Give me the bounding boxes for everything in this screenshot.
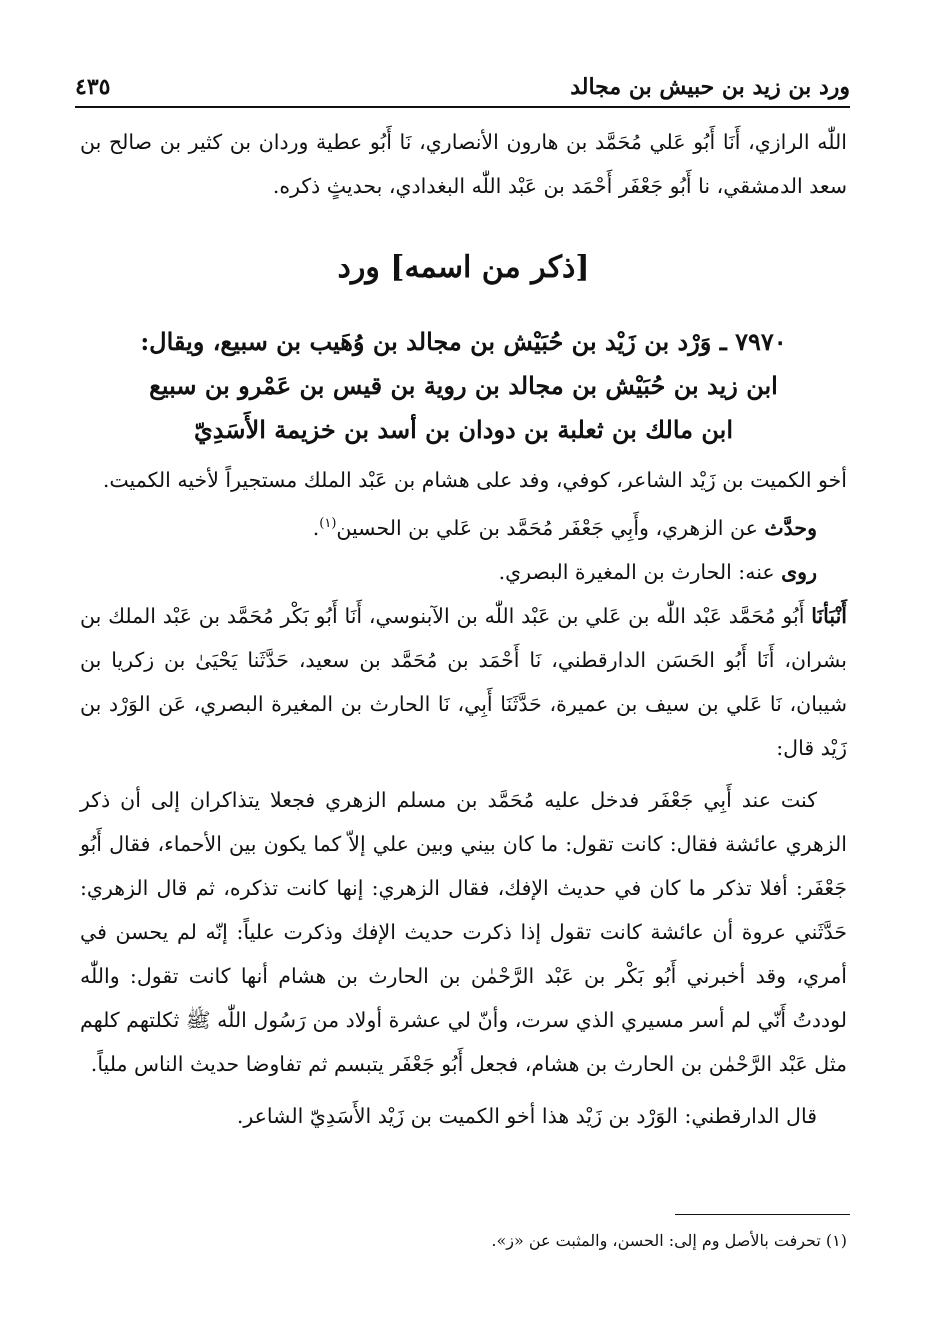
paragraph-narrated-lead: وحدَّث [764, 515, 817, 540]
paragraph-isnad-lead: أَنْبَأنَا [811, 603, 847, 628]
paragraph-narration: كنت عند أَبِي جَعْفَر فدخل عليه مُحَمَّد بن مسلم الزهري فجعلا يتذاكران إلى أن ذكر الزهري عائشة فقال: كانت تقول: ما كان بيني وبين علي إلاّ كما يكون بين الأحماء، فقال أَبُو جَعْفَر: أفلا تذكر ما كان في حديث الإفك، فقال الزهري: إنها كانت تذكره، ثم قال الزهري: حَدَّثَني عروة أن عائشة كانت تقول إذا ذكرت حديث الإفك وذكرت علياً: إنّه لم يحسن في أمري، وقد أخبرني أَبُو بَكْر بن عَبْد الرَّحْمٰن بن الحارث بن هشام أنها كانت تقول: واللّٰه لوددتُ أَنّي لم أسر مسيري الذي سرت، وأنّ لي عشرة أولاد من رَسُول اللّٰه ﷺ ثكلتهم كلهم مثل عَبْد الرَّحْمٰن بن الحارث بن هشام، فجعل أَبُو جَعْفَر يتبسم ثم تفاوضا حديث الناس ملياً. [80, 787, 847, 1076]
paragraph-isnad [80, 594, 847, 770]
entry-heading-line-2: ابن زيد بن حُبَيْش بن مجالد بن روية بن قيس بن عَمْرو بن سبيع [149, 371, 778, 400]
page-header [75, 60, 850, 100]
paragraph-narrated-text: عن الزهري، وأَبِي جَعْفَر مُحَمَّد بن عَلي بن الحسين [336, 515, 765, 540]
entry-heading-line-3: ابن مالك بن ثعلبة بن دودان بن أسد بن خزيمة الأَسَدِيّ [194, 415, 733, 444]
paragraph-description: أخو الكميت بن زَيْد الشاعر، كوفي، وفد على هشام بن عَبْد الملك مستجيراً لأخيه الكميت. [102, 468, 847, 492]
header-rule [75, 106, 850, 108]
paragraph-narrated-end: . [312, 515, 320, 540]
paragraph-narrators-lead: روى [781, 559, 817, 584]
page-number: ٤٣٥ [75, 74, 111, 100]
entry-heading-line-1: ٧٩٧٠ ـ وَرْد بن زَيْد بن حُبَيْش بن مجالد بن وُهَيب بن سبيع، ويقال: [140, 327, 787, 356]
paragraph-narrators [80, 550, 847, 594]
paragraph-isnad-text: أَبُو مُحَمَّد عَبْد اللّٰه بن عَلي بن عَبْد اللّٰه بن الآبنوسي، أَنَا أَبُو بَكْر مُحَمَّد بن عَبْد الملك بن بشران، أَنَا أَبُو الحَسَن الدارقطني، نَا أَحْمَد بن مُحَمَّد بن سعيد، حَدَّثَنا يَحْيَىٰ بن زكريا بن شيبان، نَا عَلي بن سيف بن عميرة، حَدَّثَنَا أَبِي، نَا الحارث بن المغيرة البصري، عَن الوَرْد بن زَيْد قال: [80, 603, 847, 760]
paragraph-continuation: اللّٰه الرازي، أَنَا أَبُو عَلي مُحَمَّد بن هارون الأنصاري، نَا أَبُو عطية وردان بن كثير بن صالح بن سعد الدمشقي، نا أَبُو جَعْفَر أَحْمَد بن عَبْد اللّٰه البغدادي، بحديثٍ ذكره. [80, 130, 847, 198]
running-title: ورد بن زيد بن حبيش بن مجالد [570, 74, 850, 100]
paragraph-narrators-text: عنه: الحارث بن المغيرة البصري. [498, 559, 782, 584]
footnote-rule [675, 1214, 850, 1215]
entry-heading [80, 320, 847, 452]
footnote: (١) تحرفت بالأصل وم إلى: الحسن، والمثبت عن «ز». [491, 1231, 847, 1250]
paragraph-closing: قال الدارقطني: الوَرْد بن زَيْد هذا أخو الكميت بن زَيْد الأَسَدِيّ الشاعر. [236, 1103, 817, 1128]
main-text [80, 120, 847, 1138]
spacer [80, 1086, 847, 1094]
paragraph-narrated [80, 502, 847, 550]
footnote-marker: (١) [319, 516, 337, 531]
section-title: [ذكر من اسمه] ورد [337, 250, 590, 285]
spacer [80, 770, 847, 778]
